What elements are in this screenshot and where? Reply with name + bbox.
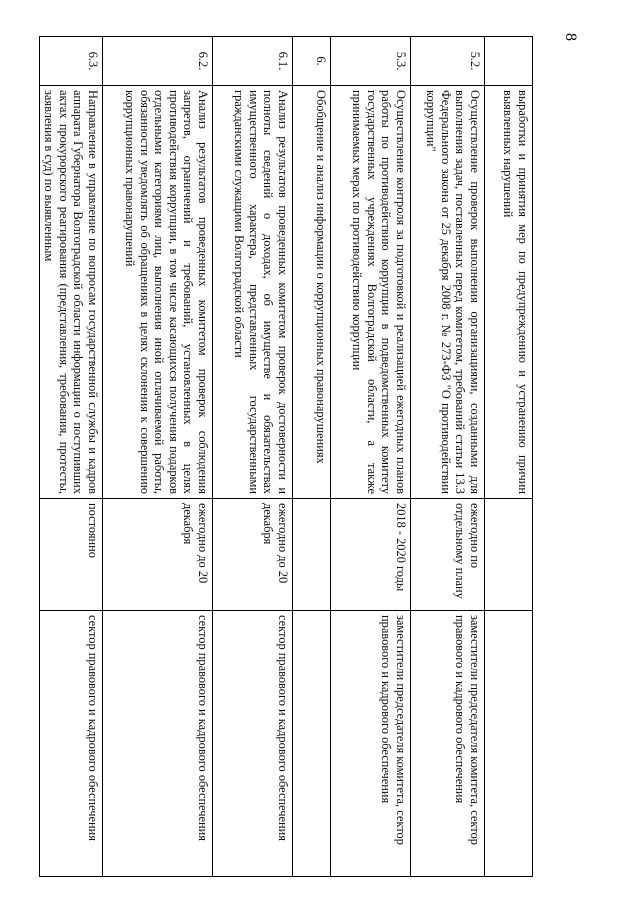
table-row bbox=[485, 37, 533, 877]
table-row bbox=[293, 37, 331, 877]
row-term: ежегодно по отдельному плану bbox=[411, 499, 485, 611]
row-term bbox=[485, 499, 533, 611]
table-row bbox=[213, 37, 293, 877]
row-responsible: заместители председателя комитета, сектор правового и кадрового обеспечения bbox=[411, 611, 485, 877]
table-row bbox=[103, 37, 213, 877]
row-number: 6.2. bbox=[103, 37, 213, 86]
page-number: 8 bbox=[562, 33, 579, 41]
row-action: выработки и принятия мер по предупреждению и устранению причин выявленных нарушений bbox=[485, 86, 533, 499]
row-responsible bbox=[485, 611, 533, 877]
row-number: 5.2. bbox=[411, 37, 485, 86]
row-action: Обобщение и анализ информации о коррупционных правонарушениях bbox=[293, 86, 331, 499]
row-term bbox=[293, 499, 331, 611]
table-row bbox=[331, 37, 411, 877]
row-number bbox=[485, 37, 533, 86]
plan-table-rotated bbox=[42, 36, 533, 876]
row-action: Направление в управление по вопросам государственной службы и кадров аппарата Губернатора Волгоградской области информации о поступивших актах прокурорского реагирования (представления, требования, протесты, заявления в суд) по выявленным bbox=[40, 86, 103, 499]
row-number: 6. bbox=[293, 37, 331, 86]
row-number: 6.1. bbox=[213, 37, 293, 86]
row-action: Анализ результатов проведенных комитетом проверок достоверности и полноты сведений о доходах, об имуществе и обязательствах имущественного характера, представленных государственными гражданскими служащими Волгоградской области bbox=[213, 86, 293, 499]
anticorruption-plan-table bbox=[39, 36, 533, 877]
table-row bbox=[40, 37, 103, 877]
row-responsible: заместители председателя комитета, сектор правового и кадрового обеспечения bbox=[331, 611, 411, 877]
row-responsible: сектор правового и кадрового обеспечения bbox=[40, 611, 103, 877]
row-action: Осуществление контроля за подготовкой и реализацией ежегодных планов работы по противодействию коррупции в подведомственных комитету государственных учреждениях Волгоградской области, а также принимаемых мерах по противодействию коррупции bbox=[331, 86, 411, 499]
row-number: 5.3. bbox=[331, 37, 411, 86]
row-term: ежегодно до 20 декабря bbox=[103, 499, 213, 611]
row-term: постоянно bbox=[40, 499, 103, 611]
row-responsible: сектор правового и кадрового обеспечения bbox=[213, 611, 293, 877]
row-action: Анализ результатов проведенных комитетом проверок соблюдения запретов, ограничений и требований, установленных в целях противодействия коррупции, в том числе касающихся получения подарков отдельными категориями лиц, выполнения иной оплачиваемой работы, обязанности уведомлять об обращениях в целях склонения к совершению коррупционных правонарушений bbox=[103, 86, 213, 499]
table-row bbox=[411, 37, 485, 877]
row-term: ежегодно до 20 декабря bbox=[213, 499, 293, 611]
row-responsible bbox=[293, 611, 331, 877]
row-responsible: сектор правового и кадрового обеспечения bbox=[103, 611, 213, 877]
row-action: Осуществление проверок выполнения организациями, созданными для выполнения задач, поставленных перед комитетом, требований статьи 13.3 Федерального закона от 25 декабря 2008 г. № 273-ФЗ "О противодействии коррупции" bbox=[411, 86, 485, 499]
row-number: 6.3. bbox=[40, 37, 103, 86]
row-term: 2018 - 2020 годы bbox=[331, 499, 411, 611]
